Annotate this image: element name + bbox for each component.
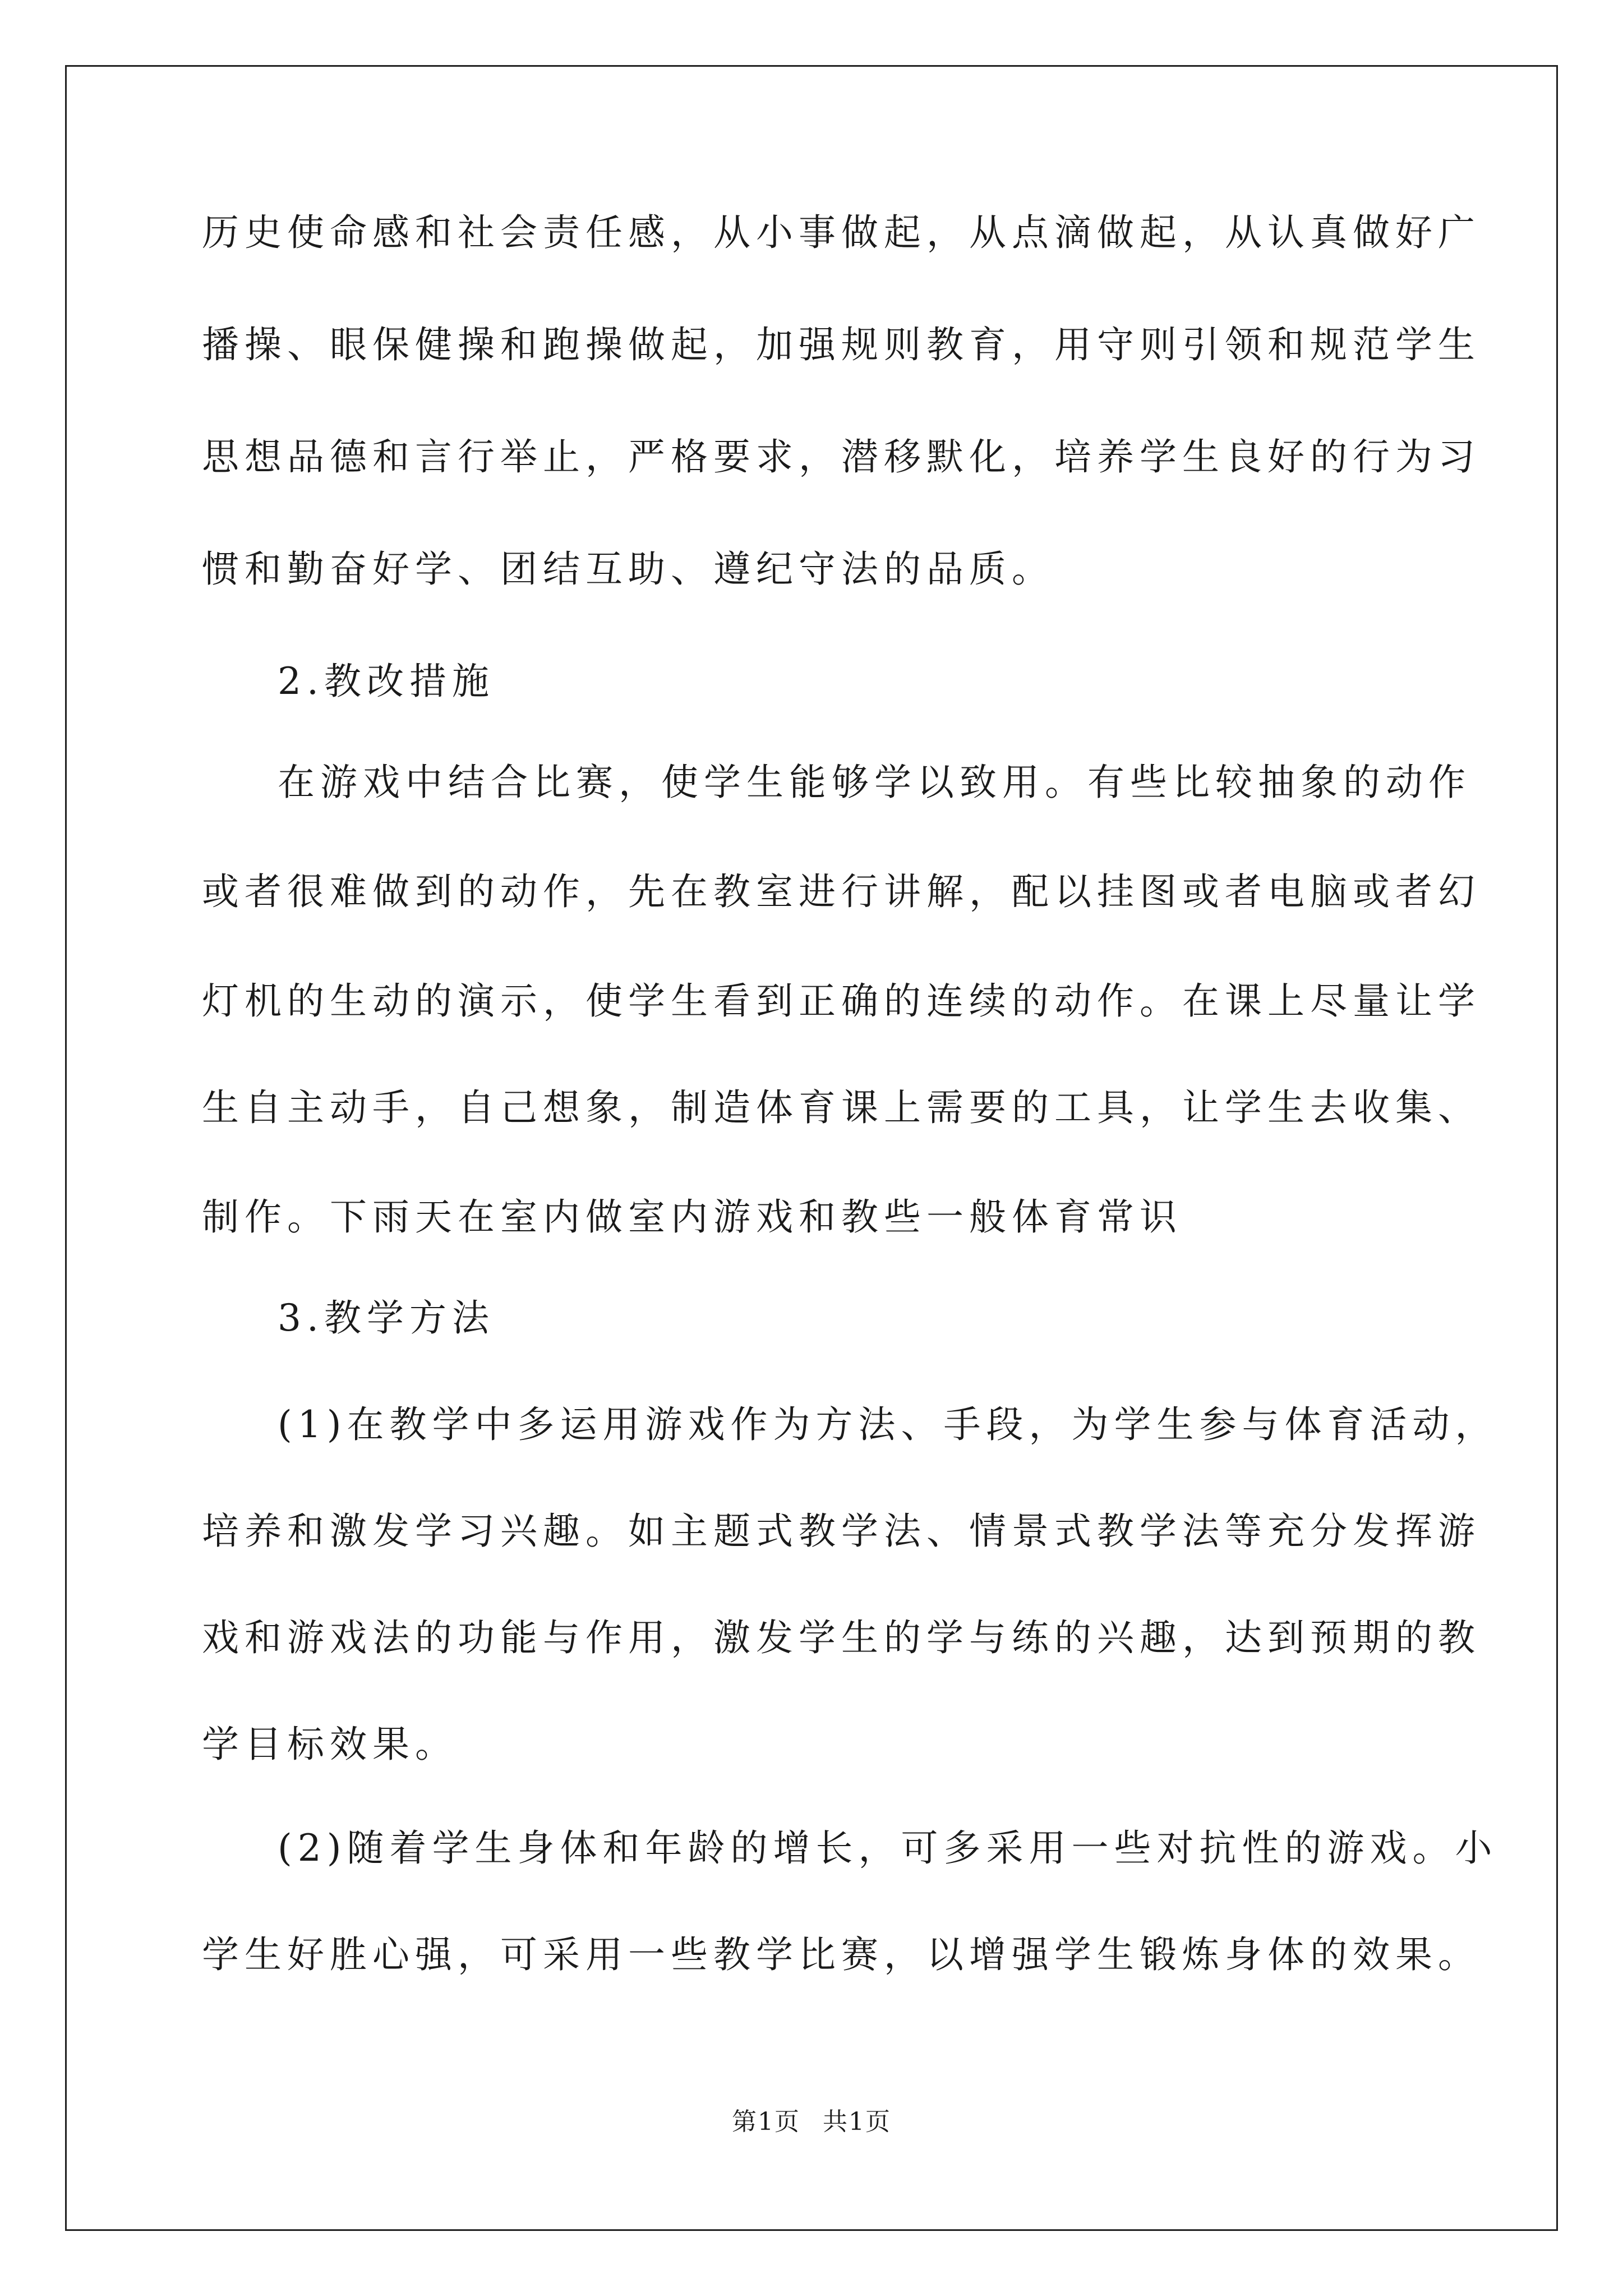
section-heading: 3.教学方法 [278, 1296, 495, 1340]
page-total: 共1页 [823, 2108, 891, 2136]
section-heading: 2.教改措施 [278, 660, 495, 703]
page-number: 第1页 [732, 2108, 800, 2136]
page-footer [0, 2106, 1623, 2138]
paragraph-line: 播操、眼保健操和跑操做起，加强规则教育，用守则引领和规范学生 [202, 323, 1481, 366]
paragraph-line: 制作。下雨天在室内做室内游戏和教些一般体育常识 [202, 1195, 1182, 1239]
paragraph-line: 戏和游戏法的功能与作用，激发学生的学与练的兴趣，达到预期的教 [202, 1616, 1481, 1659]
page-border [65, 65, 1558, 2231]
paragraph-line: 思想品德和言行举止，严格要求，潜移默化，培养学生良好的行为习 [202, 435, 1481, 478]
paragraph-line: 或者很难做到的动作，先在教室进行讲解，配以挂图或者电脑或者幻 [202, 870, 1481, 913]
paragraph-line: 惯和勤奋好学、团结互助、遵纪守法的品质。 [202, 547, 1054, 591]
paragraph-line: 在游戏中结合比赛，使学生能够学以致用。有些比较抽象的动作 [278, 761, 1471, 804]
paragraph-line: 学目标效果。 [202, 1723, 458, 1766]
paragraph-line: 历史使命感和社会责任感，从小事做起，从点滴做起，从认真做好广 [202, 211, 1481, 254]
paragraph-line: (2)随着学生身体和年龄的增长，可多采用一些对抗性的游戏。小 [278, 1826, 1498, 1870]
paragraph-line: (1)在教学中多运用游戏作为方法、手段，为学生参与体育活动， [278, 1403, 1498, 1446]
paragraph-line: 生自主动手，自己想象，制造体育课上需要的工具，让学生去收集、 [202, 1086, 1481, 1129]
paragraph-line: 灯机的生动的演示，使学生看到正确的连续的动作。在课上尽量让学 [202, 979, 1481, 1023]
paragraph-line: 培养和激发学习兴趣。如主题式教学法、情景式教学法等充分发挥游 [202, 1510, 1481, 1553]
paragraph-line: 学生好胜心强，可采用一些教学比赛，以增强学生锻炼身体的效果。 [202, 1933, 1481, 1976]
